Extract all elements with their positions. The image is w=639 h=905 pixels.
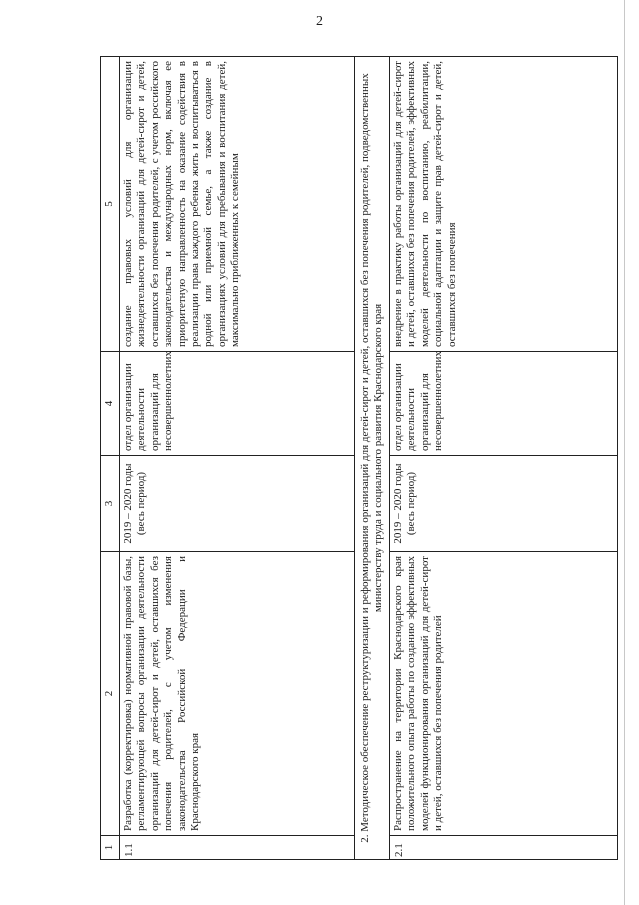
responsible-cell: отдел организации деятельности организаций для несовершеннолетних [390, 352, 618, 456]
section-2-title: 2. Методическое обеспечение реструктуризации и реформирования организаций для детей-сирот и детей, оставшихся без попечения родителей, подведомственных министерству труда и социального развития Краснодарского края [355, 57, 390, 860]
plan-table [100, 56, 618, 860]
page-number: 2 [316, 14, 323, 29]
measure-name: Разработка (корректировка) нормативной правовой базы, регламентирующей вопросы организации деятельности организаций для детей-сирот и детей, оставшихся без попечения родителей, с учетом изменения законодательства Российской Федерации и Краснодарского края [120, 552, 355, 836]
row-number: 2.1 [390, 836, 618, 860]
page-edge-line [624, 0, 625, 905]
period-cell: 2019 – 2020 годы (весь период) [120, 456, 355, 552]
period-cell: 2019 – 2020 годы (весь период) [390, 456, 618, 552]
header-col-2: 2 [101, 552, 120, 836]
header-col-5: 5 [101, 57, 120, 352]
header-col-1: 1 [101, 836, 120, 860]
header-col-3: 3 [101, 456, 120, 552]
section-header-row [355, 57, 390, 860]
row-number: 1.1 [120, 836, 355, 860]
responsible-cell: отдел организации деятельности организаций для несовершеннолетних [120, 352, 355, 456]
expected-result: внедрение в практику работы организаций для детей-сирот и детей, оставшихся без попечения родителей, эффективных моделей деятельности по воспитанию, реабилитации, социальной адаптации и защите прав детей-сирот и детей, оставшихся без попечения [390, 57, 618, 352]
table-header-row [101, 57, 120, 860]
measure-name: Распространение на территории Краснодарского края положительного опыта работы по созданию эффективных моделей функционирования организаций для детей-сирот и детей, оставшихся без попечения родителей [390, 552, 618, 836]
header-col-4: 4 [101, 352, 120, 456]
expected-result: создание правовых условий для организации жизнедеятельности организаций для детей-сирот и детей, оставшихся без попечения родителей, с учетом российского законодательства и международных норм, включая ее приоритетную направленность на оказание содействия в реализации права каждого ребенка жить и воспитываться в родной или приемной семье, а также создание в организациях условий для пребывания и воспитания детей, максимально приближенных к семейным [120, 57, 355, 352]
table-row [390, 57, 618, 860]
table-row [120, 57, 355, 860]
rotated-table-wrapper [100, 57, 618, 860]
